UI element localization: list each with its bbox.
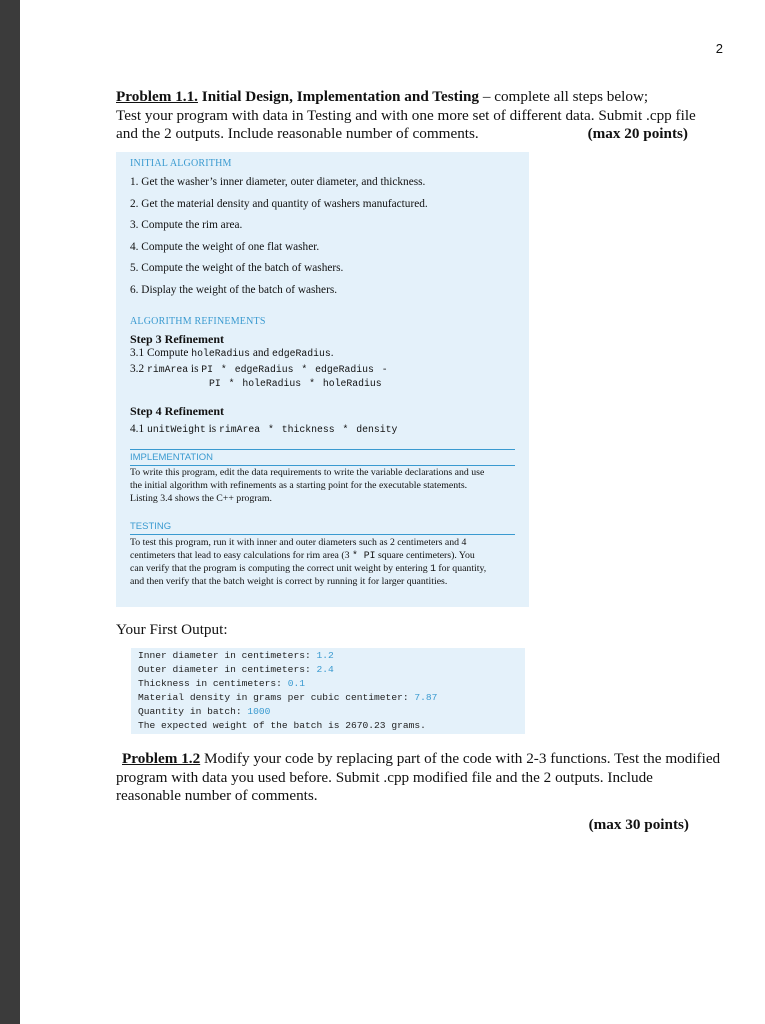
output-value: 7.87 [414, 692, 438, 703]
step4-1-var: unitWeight [146, 424, 206, 435]
algorithm-step: 2. Get the material density and quantity of washers manufactured. [130, 197, 428, 210]
problem-1-2 [116, 750, 726, 834]
problem-1-1-line1 [116, 88, 726, 107]
implementation-title: IMPLEMENTATION [130, 452, 214, 463]
problem-1-2-line2: program with data you used before. Submit .cpp modified file and the 2 outputs. Include [116, 768, 653, 786]
output-prompt: Thickness in centimeters: [138, 678, 288, 689]
algorithm-steps-list [130, 176, 428, 306]
testing-text-2: square centimeters). You can verify that the program is computing the correct unit weight by entering [130, 550, 475, 574]
step3-1-line [130, 347, 334, 359]
problem-1-2-line1 [116, 750, 726, 769]
output-prompt: Inner diameter in centimeters: [138, 650, 317, 661]
step4-1-prefix: 4.1 [130, 423, 147, 435]
step3-1-var1: holeRadius [191, 348, 250, 359]
step3-2-expr: PI * edgeRadius * edgeRadius - [201, 364, 388, 375]
step3-2-prefix: 3.2 [130, 363, 147, 375]
testing-code-1: * PI [351, 550, 376, 561]
textbook-excerpt [116, 152, 529, 607]
output-prompt: Outer diameter in centimeters: [138, 664, 317, 675]
testing-code-2: 1 [430, 563, 436, 574]
problem-1-2-line3: reasonable number of comments. [116, 787, 318, 804]
output-line [138, 706, 270, 717]
implementation-top-rule [130, 449, 515, 450]
output-value: 2.4 [316, 664, 334, 675]
output-value: 1.2 [316, 650, 334, 661]
step3-1-var2: edgeRadius [271, 348, 331, 359]
output-prompt: Quantity in batch: [138, 706, 248, 717]
testing-text-3: for quantity, and then verify that the batch weight is correct by running it for larger quantities. [130, 563, 487, 587]
step4-1-is: is [205, 423, 219, 435]
initial-algorithm-title: INITIAL ALGORITHM [130, 158, 232, 169]
left-dark-bar [0, 0, 20, 1024]
problem-1-1-line3: and the 2 outputs. Include reasonable number of comments. [116, 125, 479, 142]
problem-1-1-max-points: (max 20 points) [587, 125, 688, 142]
output-value: 1000 [247, 706, 271, 717]
step3-2-expr-cont: PI * holeRadius * holeRadius [209, 378, 382, 389]
step3-1-prefix: 3.1 Compute [130, 347, 192, 359]
problem-1-1-number: Problem 1.1. [116, 88, 198, 105]
step3-1-and: and [250, 347, 272, 359]
algorithm-step: 1. Get the washer’s inner diameter, outer diameter, and thickness. [130, 176, 426, 188]
testing-title: TESTING [130, 521, 172, 532]
problem-1-2-line1-rest: Modify your code by replacing part of the code with 2-3 functions. Test the modified [200, 750, 721, 767]
step3-heading: Step 3 Refinement [130, 332, 224, 346]
testing-text-1: To test this program, run it with inner and outer diameters such as 2 centimeters and 4 centimeters that lead to easy calculations for rim area (3 [130, 537, 467, 561]
problem-1-1-line2: Test your program with data in Testing and with one more set of different data. Submit .cpp file [116, 106, 696, 124]
problem-1-1-intro: – complete all steps below; [479, 88, 649, 105]
algorithm-step: 4. Compute the weight of one flat washer. [130, 240, 320, 253]
output-line [138, 692, 437, 703]
output-prompt: The expected weight of the batch is 2670.23 grams. [138, 720, 426, 731]
problem-1-2-max-points: (max 30 points) [588, 815, 689, 833]
step3-2-is: is [188, 363, 202, 375]
step3-1-end: . [330, 347, 334, 359]
step4-1-expr: rimArea * thickness * density [218, 424, 398, 435]
step3-2-line [130, 363, 388, 375]
problem-1-1-title: Initial Design, Implementation and Testing [201, 88, 480, 105]
testing-text [130, 536, 490, 588]
problem-1-1-line3-row [116, 125, 726, 144]
first-output-label: Your First Output: [116, 621, 228, 638]
problem-1-1 [116, 88, 726, 144]
algorithm-step: 5. Compute the weight of the batch of washers. [130, 262, 344, 275]
testing-under-rule [130, 534, 515, 535]
algorithm-refinements-title: ALGORITHM REFINEMENTS [130, 316, 266, 327]
output-line [138, 678, 305, 689]
console-output [131, 648, 525, 734]
step3-2-var: rimArea [146, 364, 189, 375]
implementation-text: To write this program, edit the data requirements to write the variable declarations and use the initial algorithm with refinements as a starting point for the executable statements. Listing 3.4 shows the C++ program. [130, 467, 485, 504]
output-prompt: Material density in grams per cubic centimeter: [138, 692, 415, 703]
algorithm-step: 6. Display the weight of the batch of washers. [130, 283, 338, 296]
output-line [138, 720, 426, 731]
output-value: 0.1 [287, 678, 305, 689]
output-line [138, 664, 334, 675]
output-line [138, 650, 334, 661]
step4-1-line [130, 423, 397, 435]
problem-1-2-number: Problem 1.2 [122, 750, 201, 767]
step4-heading: Step 4 Refinement [130, 404, 224, 418]
algorithm-step: 3. Compute the rim area. [130, 219, 243, 232]
page-number: 2 [715, 41, 723, 56]
